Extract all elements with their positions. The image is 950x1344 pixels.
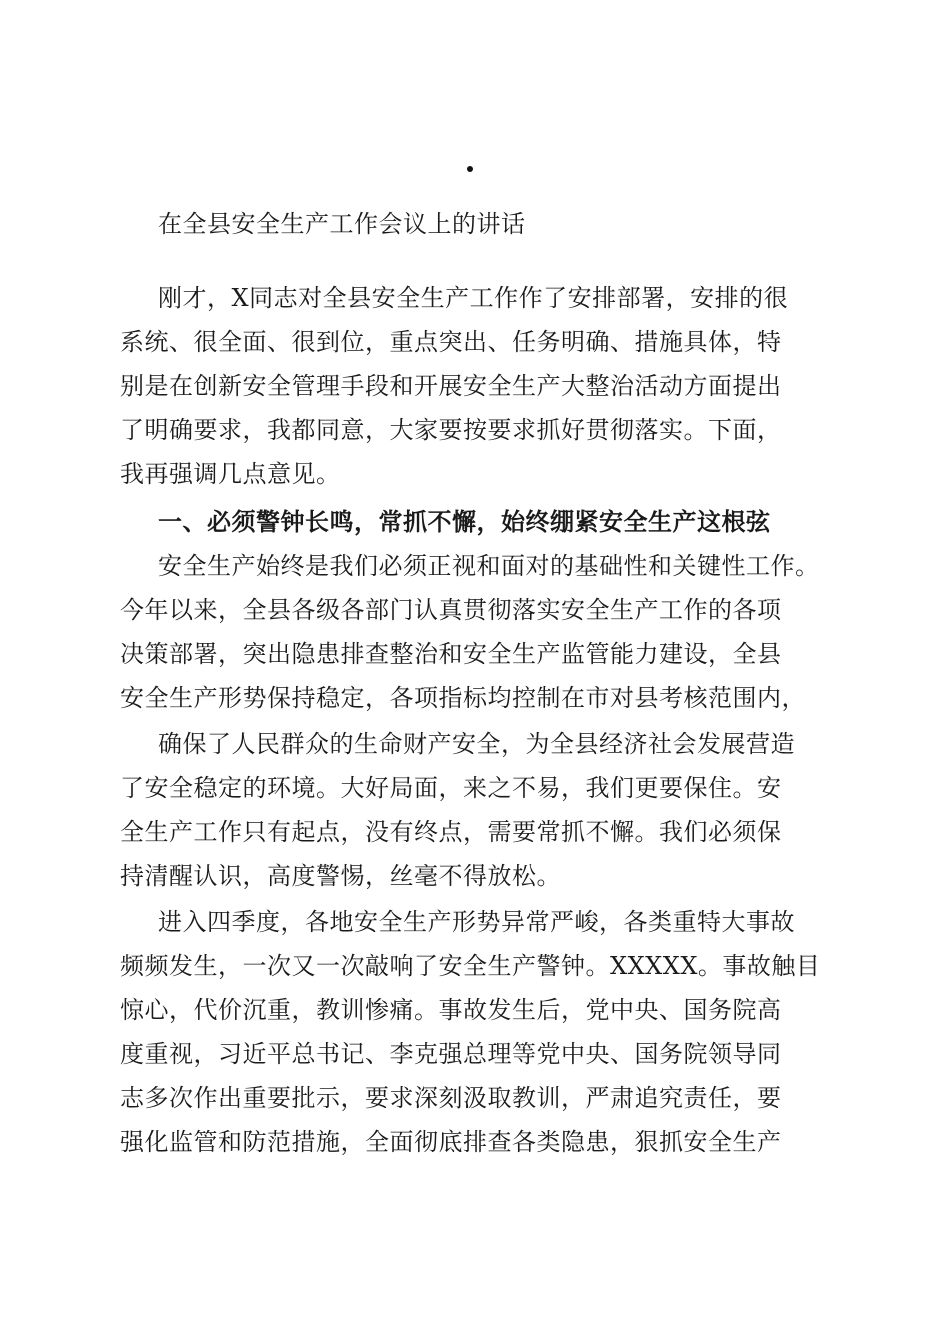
paragraph-line: 安全生产形势保持稳定，各项指标均控制在市对县考核范围内， (120, 684, 806, 712)
paragraph-line: 系统、很全面、很到位，重点突出、任务明确、措施具体，特 (120, 328, 782, 356)
paragraph-line: 频频发生，一次又一次敲响了安全生产警钟。XXXXX。事故触目 (120, 952, 821, 980)
paragraph-line: 度重视，习近平总书记、李克强总理等党中央、国务院领导同 (120, 1040, 782, 1068)
paragraph-line: 志多次作出重要批示，要求深刻汲取教训，严肃追究责任，要 (120, 1084, 782, 1112)
paragraph-line: 进入四季度，各地安全生产形势异常严峻，各类重特大事故 (158, 908, 795, 936)
paragraph-line: 别是在创新安全管理手段和开展安全生产大整治活动方面提出 (120, 372, 782, 400)
paragraph-line: 今年以来，全县各级各部门认真贯彻落实安全生产工作的各项 (120, 596, 782, 624)
document-title: 在全县安全生产工作会议上的讲话 (158, 210, 526, 238)
page-marker-dot (467, 166, 473, 172)
paragraph-line: 确保了人民群众的生命财产安全，为全县经济社会发展营造 (158, 730, 795, 758)
paragraph-line: 安全生产始终是我们必须正视和面对的基础性和关键性工作。 (158, 552, 820, 580)
paragraph-line: 强化监管和防范措施，全面彻底排查各类隐患，狠抓安全生产 (120, 1128, 782, 1156)
paragraph-line: 决策部署，突出隐患排查整治和安全生产监管能力建设，全县 (120, 640, 782, 668)
paragraph-line: 持清醒认识，高度警惕，丝毫不得放松。 (120, 862, 561, 890)
section-heading: 一、必须警钟长鸣，常抓不懈，始终绷紧安全生产这根弦 (158, 508, 771, 536)
paragraph-line: 了安全稳定的环境。大好局面，来之不易，我们更要保住。安 (120, 774, 782, 802)
paragraph-line: 惊心，代价沉重，教训惨痛。事故发生后，党中央、国务院高 (120, 996, 782, 1024)
paragraph-line: 刚才，X同志对全县安全生产工作作了安排部署，安排的很 (158, 284, 789, 312)
paragraph-line: 全生产工作只有起点，没有终点，需要常抓不懈。我们必须保 (120, 818, 782, 846)
paragraph-line: 我再强调几点意见。 (120, 460, 341, 488)
paragraph-line: 了明确要求，我都同意，大家要按要求抓好贯彻落实。下面， (120, 416, 782, 444)
